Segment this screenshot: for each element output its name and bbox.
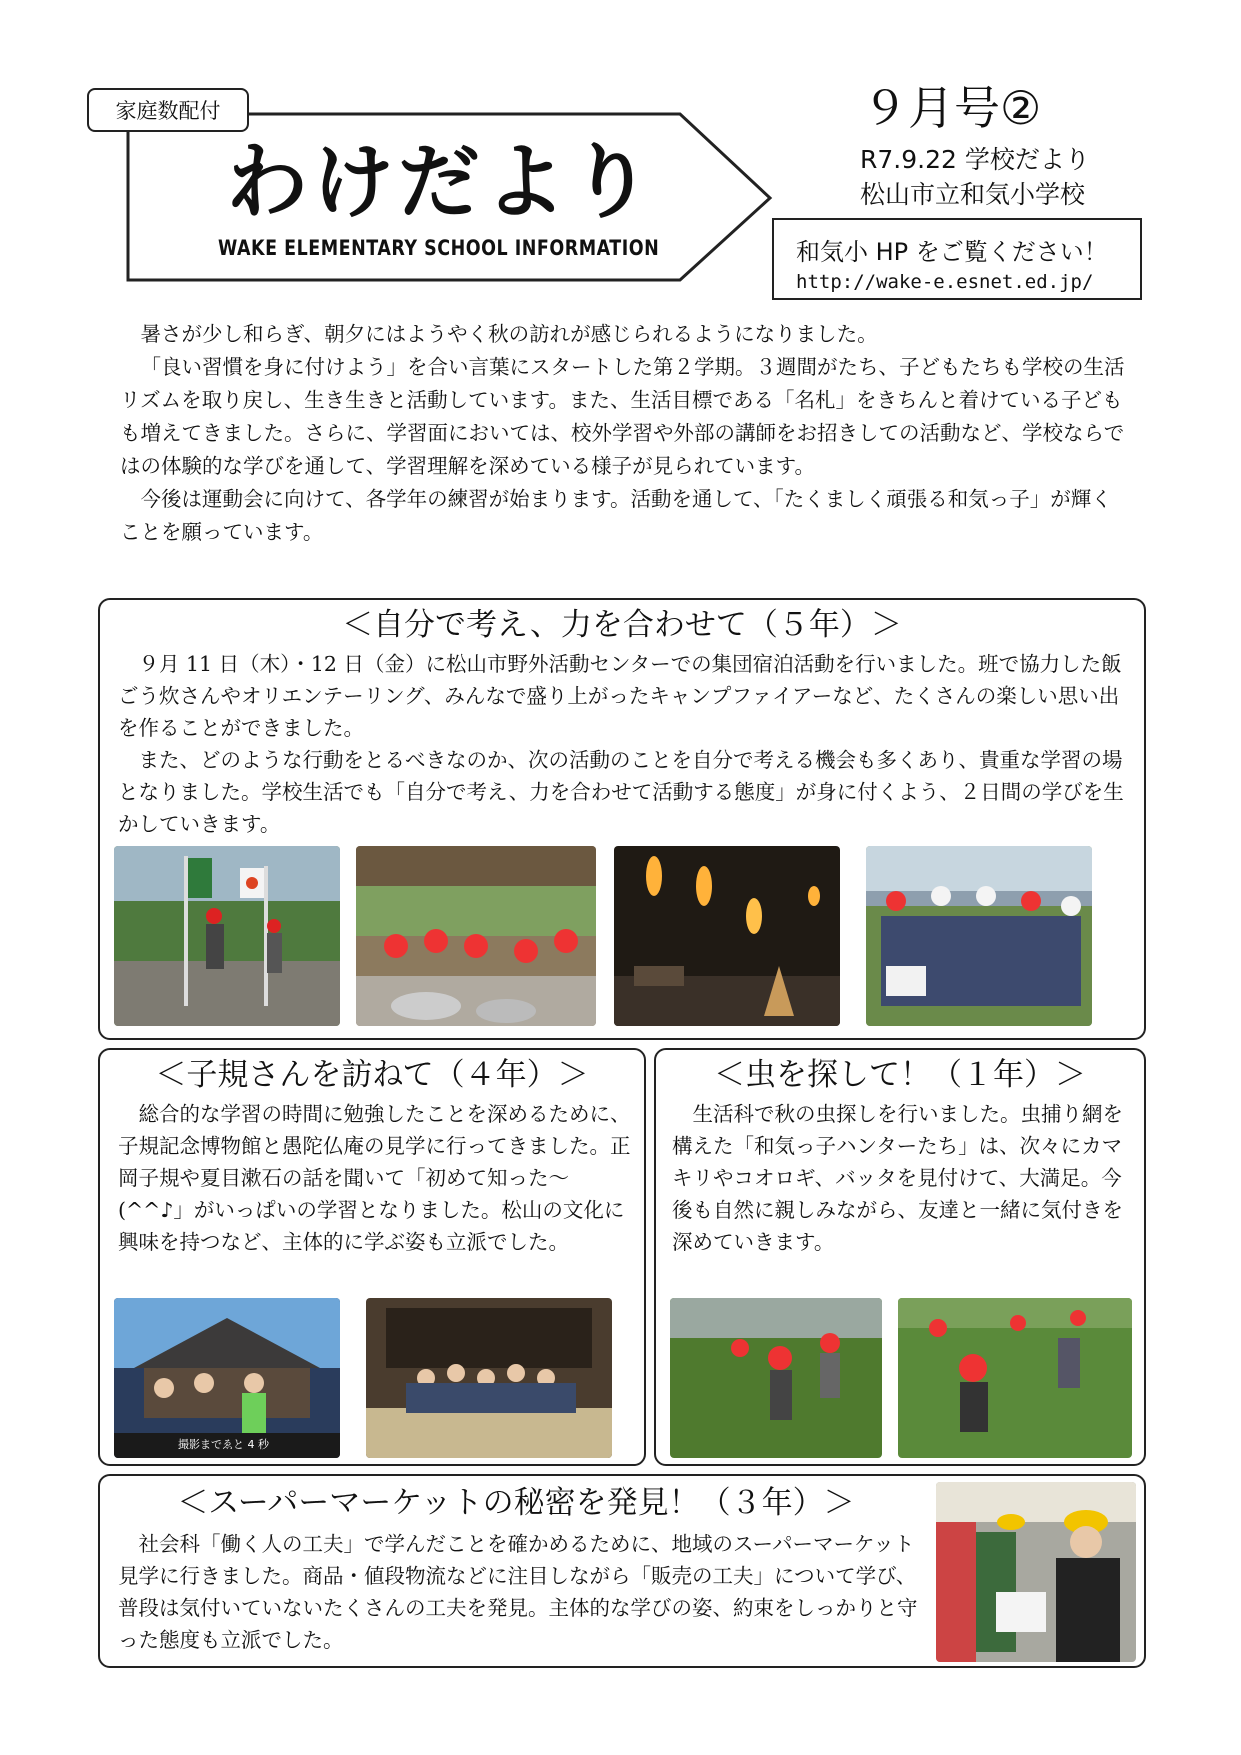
grade5-section [98,598,1146,1040]
photo-countdown-caption: 撮影までゑと 4 秒 [178,1438,269,1451]
grade1-paragraph-1: 生活科で秋の虫探しを行いました。虫捕り網を構えた「和気っ子ハンターたち」は、次々にカマキリやコオロギ、バッタを見付けて、大満足。今後も自然に親しみながら、友達と一緒に気付きを深めていきます。 [672,1102,1123,1254]
grade4-paragraph-1: 総合的な学習の時間に勉強したことを深めるために、子規記念博物館と愚陀仏庵の見学に行ってきました。正岡子規や夏目漱石の話を聞いて「初めて知った～(^^♪」がいっぱいの学習となりました。松山の文化に興味を持つなど、主体的に学ぶ姿も立派でした。 [118,1102,631,1254]
newsletter-title: わけだより [226,135,657,230]
homepage-label: 和気小 HP をご覧ください！ [796,238,1108,266]
grade5-paragraph-1: ９月 11 日（木）・12 日（金）に松山市野外活動センターでの集団宿泊活動を行いました。班で協力した飯ごう炊さんやオリエンテーリング、みんなで盛り上がったキャンプファイアーなど、たくさんの楽しい思い出を作ることができました。 [118,652,1122,740]
grade1-section [654,1048,1146,1466]
intro-text [120,318,1130,549]
grade1-title: ＜虫を探して！（１年）＞ [714,1057,1086,1093]
grade5-title: ＜自分で考え、力を合わせて（５年）＞ [342,607,902,643]
grade4-title: ＜子規さんを訪ねて（４年）＞ [155,1057,589,1093]
grade4-body [118,1098,632,1258]
intro-paragraph-2: 「良い習慣を身に付けよう」を合い言葉にスタートした第２学期。３週間がたち、子どもたちも学校の生活リズムを取り戻し、生き生きと活動しています。また、生活目標である「名札」をきちんと着けている子どもも増えてきました。さらに、学習面においては、校外学習や外部の講師をお招きしての活動など、学校ならではの体験的な学びを通して、学習理解を深めている様子が見られています。 [120,355,1125,478]
grade3-section [98,1474,1146,1668]
campfire-photo [614,846,840,1026]
grade5-paragraph-2: また、どのような行動をとるべきなのか、次の活動のことを自分で考える機会も多くあり、貴重な学習の場となりました。学校生活でも「自分で考え、力を合わせて活動する態度」が身に付くよう、２日間の学びを生かしていきます。 [118,748,1124,836]
grade3-body [118,1528,928,1656]
grade3-paragraph-1: 社会科「働く人の工夫」で学んだことを確かめるために、地域のスーパーマーケット見学に行きました。商品・値段物流などに注目しながら「販売の工夫」について学び、普段は気付いていないたくさんの工夫を発見。主体的な学びの姿、約束をしっかりと守った態度も立派でした。 [118,1532,918,1652]
grade5-body [118,648,1128,840]
homepage-box [772,218,1142,300]
issue-number: ９月号② [862,81,1042,135]
intro-paragraph-3: 今後は運動会に向けて、各学年の練習が始まります。活動を通して、「たくましく頑張る和気っ子」が輝くことを願っています。 [120,487,1112,544]
intro-paragraph-1: 暑さが少し和らぎ、朝夕にはようやく秋の訪れが感じられるようになりました。 [140,322,878,346]
rice-cooking-photo [356,846,596,1026]
school-name: 松山市立和気小学校 [860,180,1086,209]
homepage-url[interactable]: http://wake-e.esnet.ed.jp/ [796,271,1094,293]
group-photo-mountain [866,846,1092,1026]
distribution-badge: 家庭数配付 [87,88,249,132]
flag-ceremony-photo [114,846,340,1026]
gudabutsuan-group-photo [366,1298,612,1458]
bug-hunt-photo-1 [670,1298,882,1458]
grade4-section [98,1048,646,1466]
grade1-body [672,1098,1134,1258]
newsletter-subtitle: WAKE ELEMENTARY SCHOOL INFORMATION [218,237,660,261]
bug-hunt-photo-2 [898,1298,1132,1458]
issue-date: R7.9.22 学校だより [860,145,1090,174]
castle-group-photo [114,1298,340,1458]
grade3-title: ＜スーパーマーケットの秘密を発見！（３年）＞ [177,1485,855,1521]
supermarket-photo [936,1482,1136,1662]
